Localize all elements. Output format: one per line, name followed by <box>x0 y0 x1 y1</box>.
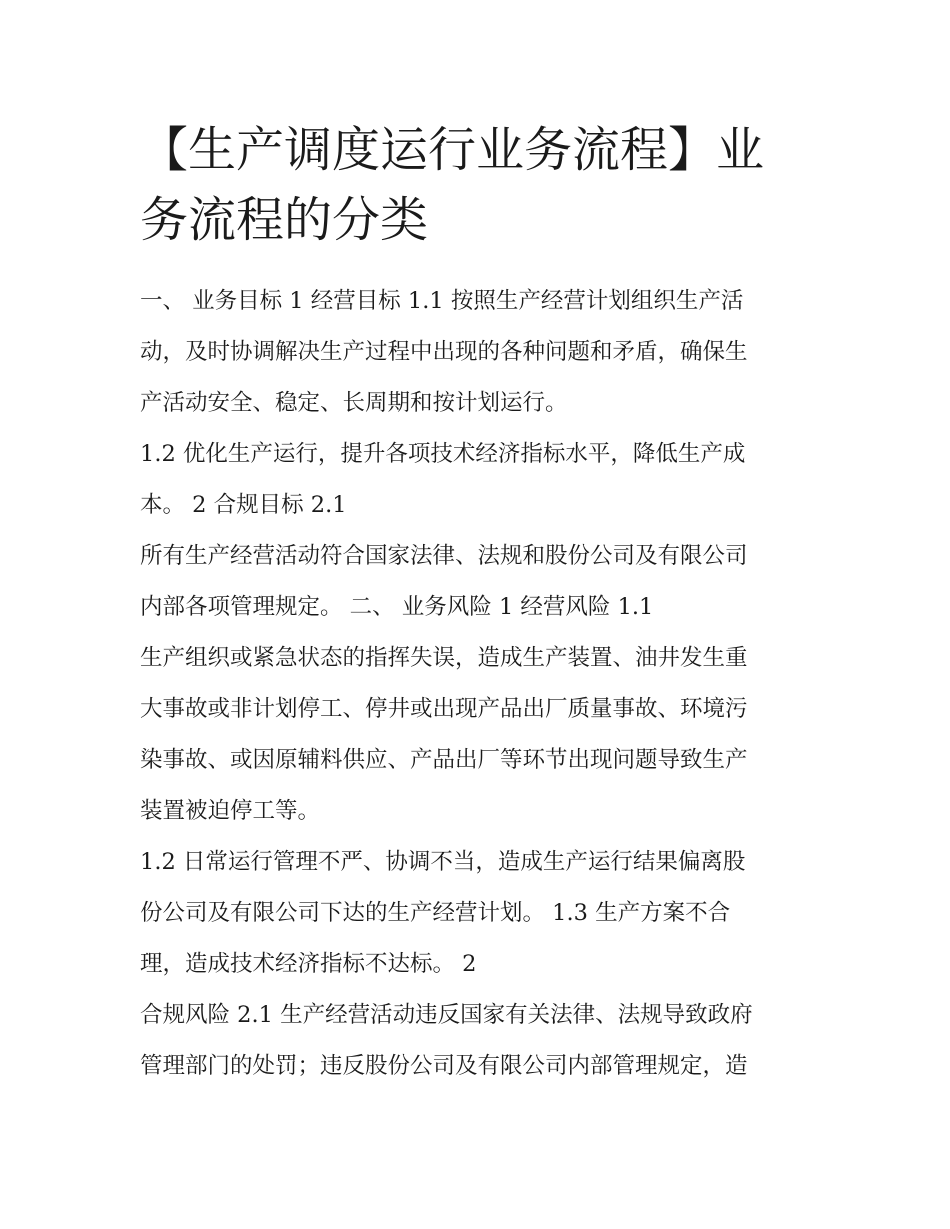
body-line-9: 大事故或非计划停工、停井或出现产品出厂质量事故、环境污 <box>140 696 748 722</box>
body-line-6: 所有生产经营活动符合国家法律、法规和股份公司及有限公司 <box>140 543 748 569</box>
document-body <box>140 276 830 1092</box>
body-line-10: 染事故、或因原辅料供应、产品出厂等环节出现问题导致生产 <box>140 747 748 773</box>
body-line-8: 生产组织或紧急状态的指挥失误，造成生产装置、油井发生重 <box>140 645 748 671</box>
title-line-1: 【生产调度运行业务流程】业 <box>140 122 765 178</box>
title-line-2: 务流程的分类 <box>140 192 429 248</box>
body-line-5: 本。 2 合规目标 2.1 <box>140 492 347 518</box>
body-line-1: 一、 业务目标 1 经营目标 1.1 按照生产经营计划组织生产活 <box>140 288 744 314</box>
body-line-15: 合规风险 2.1 生产经营活动违反国家有关法律、法规导致政府 <box>140 1002 753 1028</box>
body-line-2: 动，及时协调解决生产过程中出现的各种问题和矛盾，确保生 <box>140 339 748 365</box>
body-line-14: 理，造成技术经济指标不达标。 2 <box>140 951 477 977</box>
body-line-11: 装置被迫停工等。 <box>140 798 321 824</box>
body-line-13: 份公司及有限公司下达的生产经营计划。 1.3 生产方案不合 <box>140 900 731 926</box>
body-line-7: 内部各项管理规定。 二、 业务风险 1 经营风险 1.1 <box>140 594 654 620</box>
body-line-12: 1.2 日常运行管理不严、协调不当，造成生产运行结果偏离股 <box>140 849 746 875</box>
body-line-3: 产活动安全、稳定、长周期和按计划运行。 <box>140 390 568 416</box>
body-line-4: 1.2 优化生产运行，提升各项技术经济指标水平，降低生产成 <box>140 441 746 467</box>
body-line-16: 管理部门的处罚；违反股份公司及有限公司内部管理规定，造 <box>140 1053 748 1079</box>
document-title <box>140 115 820 255</box>
